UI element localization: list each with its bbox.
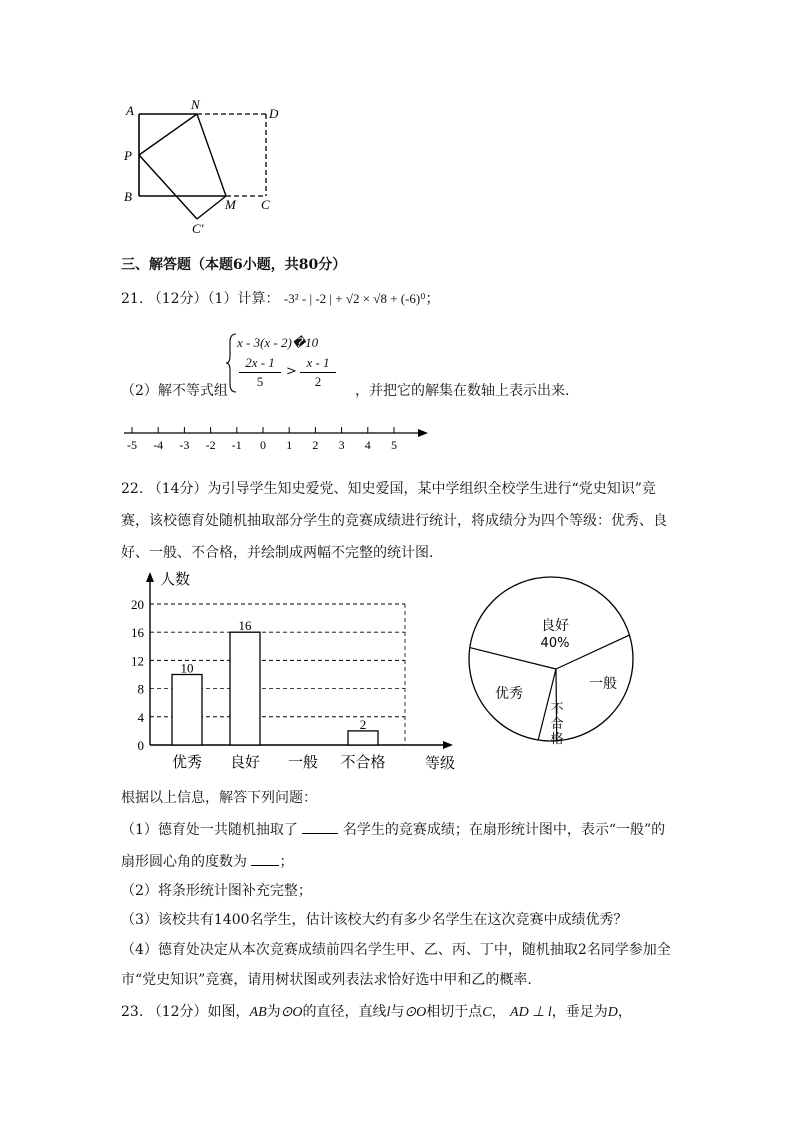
label-M: M (225, 197, 236, 212)
q22-text-2: 赛，该校德育处随机抽取部分学生的竞赛成绩进行统计，将成绩分为四个等级：优秀、良 (121, 513, 667, 529)
number-line (118, 420, 438, 454)
bar (172, 675, 202, 746)
q21-line1 (121, 290, 439, 308)
q21-part2-suffix: ，并把它的解集在数轴上表示出来. (355, 383, 570, 399)
label-B: B (124, 189, 132, 204)
label-C: C (261, 197, 270, 212)
q22-sub4-line1: （4）德育处决定从本次竞赛成绩前四名学生甲、乙、丙、丁中，随机抽取2名同学参加全 (121, 942, 671, 958)
q22-score: （14分） (147, 481, 208, 497)
q22-sub4-line2: 市“党史知识”竞赛，请用树状图或列表法求恰好选中甲和乙的概率. (121, 972, 532, 988)
number-line-label: -1 (231, 438, 242, 452)
q22-sub1-c: 扇形圆心角的度数为 (121, 854, 247, 870)
q21-part2-prefix: （2）解不等式组 (121, 383, 228, 399)
y-tick-label: 20 (131, 597, 144, 612)
segment-NM (197, 114, 226, 196)
number-line-arrow (418, 429, 428, 437)
q23-text-e: 相切于点 (426, 1004, 483, 1020)
q22-sub1-a: （1）德育处一共随机抽取了 (121, 822, 298, 838)
bar-value-label: 10 (180, 660, 194, 676)
label-P: P (124, 148, 132, 163)
fraction-1-numerator: 2x - 1 (245, 355, 275, 370)
fraction-1-bar (239, 372, 281, 373)
number-line-label: -3 (179, 438, 190, 452)
pie-label-average: 一般 (589, 676, 617, 692)
x-tick-label: 优秀 (171, 753, 203, 771)
fraction-1-denominator: 5 (256, 374, 264, 389)
q23-C: C (482, 1005, 492, 1020)
q21-part1-expr: -3² - | -2 | + √2 × √8 + (-6)⁰ (283, 291, 426, 306)
q22-sub1-b: 名学生的竞赛成绩；在扇形统计图中，表示“一般”的 (342, 822, 666, 838)
number-line-label: 1 (286, 438, 293, 452)
pie-label-fail-char: 合 (550, 717, 564, 732)
q22-sub1-d: ； (279, 854, 294, 870)
y-tick-label: 8 (137, 681, 144, 697)
q21-score: （12分） (147, 291, 208, 307)
fraction-2 (298, 355, 338, 390)
q23-number: 23. (121, 1004, 144, 1020)
bar (348, 731, 378, 745)
fraction-2-numerator: x - 1 (306, 355, 330, 370)
q23-text-a: 如图， (207, 1004, 250, 1020)
number-line-label: -4 (153, 438, 164, 452)
x-tick-label: 不合格 (340, 753, 386, 771)
number-line-label: 0 (260, 438, 266, 452)
bar-value-label: 2 (359, 716, 367, 732)
x-tick-label: 良好 (229, 753, 261, 771)
q23-line1 (121, 1003, 632, 1022)
label-N: N (191, 97, 200, 112)
x-axis-arrow (443, 741, 453, 749)
q21-part1-end: ； (425, 291, 440, 307)
fraction-2-denominator: 2 (314, 374, 322, 389)
y-tick-label: 4 (137, 709, 144, 725)
segment-C-prime-M (197, 196, 226, 219)
q23-text-c: 的直径，直线 (302, 1004, 387, 1020)
q21-part1-prefix: （1）计算： (207, 291, 280, 307)
bar-chart (115, 568, 470, 783)
q23-D: D (607, 1005, 618, 1020)
q23-circle-1: ⊙O (280, 1005, 303, 1020)
y-tick-label: 0 (137, 738, 144, 753)
pie-label-fail-char: 格 (550, 732, 564, 747)
pie-chart (465, 575, 655, 755)
number-line-label: 5 (391, 438, 397, 452)
y-axis-title: 人数 (160, 570, 191, 588)
q23-l: l (386, 1005, 391, 1020)
x-axis-title: 等级 (425, 754, 456, 772)
q22-text-1: 为引导学生知史爱党、知史爱国，某中学组织全校学生进行“党史知识”竞 (207, 481, 656, 497)
number-line-label: -2 (205, 438, 216, 452)
q22-sub2: （2）将条形统计图补充完整； (121, 883, 312, 899)
q22-sub3: （3）该校共有1400名学生，估计该校大约有多少名学生在这次竞赛中成绩优秀？ (121, 912, 628, 928)
q23-text-d: 与 (390, 1004, 405, 1020)
q22-line1 (121, 480, 656, 498)
q23-text-f: ， (491, 1004, 506, 1020)
pie-value-good: 40% (540, 636, 570, 651)
number-line-label: 3 (338, 438, 345, 452)
blank-1 (302, 821, 338, 834)
bar (230, 632, 260, 745)
q23-text-b: 为 (266, 1004, 281, 1020)
q22-intro: 根据以上信息，解答下列问题： (121, 790, 317, 806)
q23-text-g: ，垂足为 (551, 1004, 608, 1020)
number-line-label: 4 (364, 438, 371, 452)
x-tick-label: 一般 (287, 753, 319, 771)
pie-label-good: 良好 (541, 618, 569, 634)
number-line-label: -5 (127, 438, 137, 452)
label-A: A (126, 103, 134, 118)
q22-text-3: 好、一般、不合格，并绘制成两幅不完整的统计图. (121, 545, 434, 561)
geometry-figure (115, 95, 295, 235)
y-tick-label: 16 (131, 625, 144, 641)
blank-2 (251, 853, 279, 866)
q23-circle-2: ⊙O (404, 1005, 427, 1020)
segment-PN (139, 114, 197, 155)
q22-sub1-line2 (121, 853, 293, 871)
pie-label-excellent: 优秀 (495, 686, 523, 702)
fraction-1 (237, 355, 283, 390)
segment-PC-prime (139, 155, 197, 219)
q23-score: （12分） (147, 1004, 208, 1020)
system-line1: x - 3(x - 2)�10 (237, 335, 319, 350)
y-axis-arrow (146, 572, 154, 582)
q21-number: 21. (121, 291, 144, 307)
y-tick-label: 12 (131, 653, 144, 669)
q22-number: 22. (121, 481, 144, 497)
number-line-label: 2 (312, 438, 319, 452)
label-C-prime: C' (192, 221, 204, 235)
label-D: D (269, 106, 279, 121)
fraction-2-bar (300, 372, 336, 373)
q23-text-h: ， (617, 1004, 632, 1020)
q22-sub1-line1 (121, 821, 665, 839)
section-header: 三、解答题（本题6小题，共80分） (121, 257, 347, 273)
gt-symbol: > (286, 364, 297, 379)
bar-value-label: 16 (238, 618, 252, 634)
q23-AB: AB (249, 1005, 267, 1020)
q23-AD-perp: AD ⊥ l (510, 1005, 552, 1020)
pie-label-fail-char: 不 (550, 702, 564, 717)
